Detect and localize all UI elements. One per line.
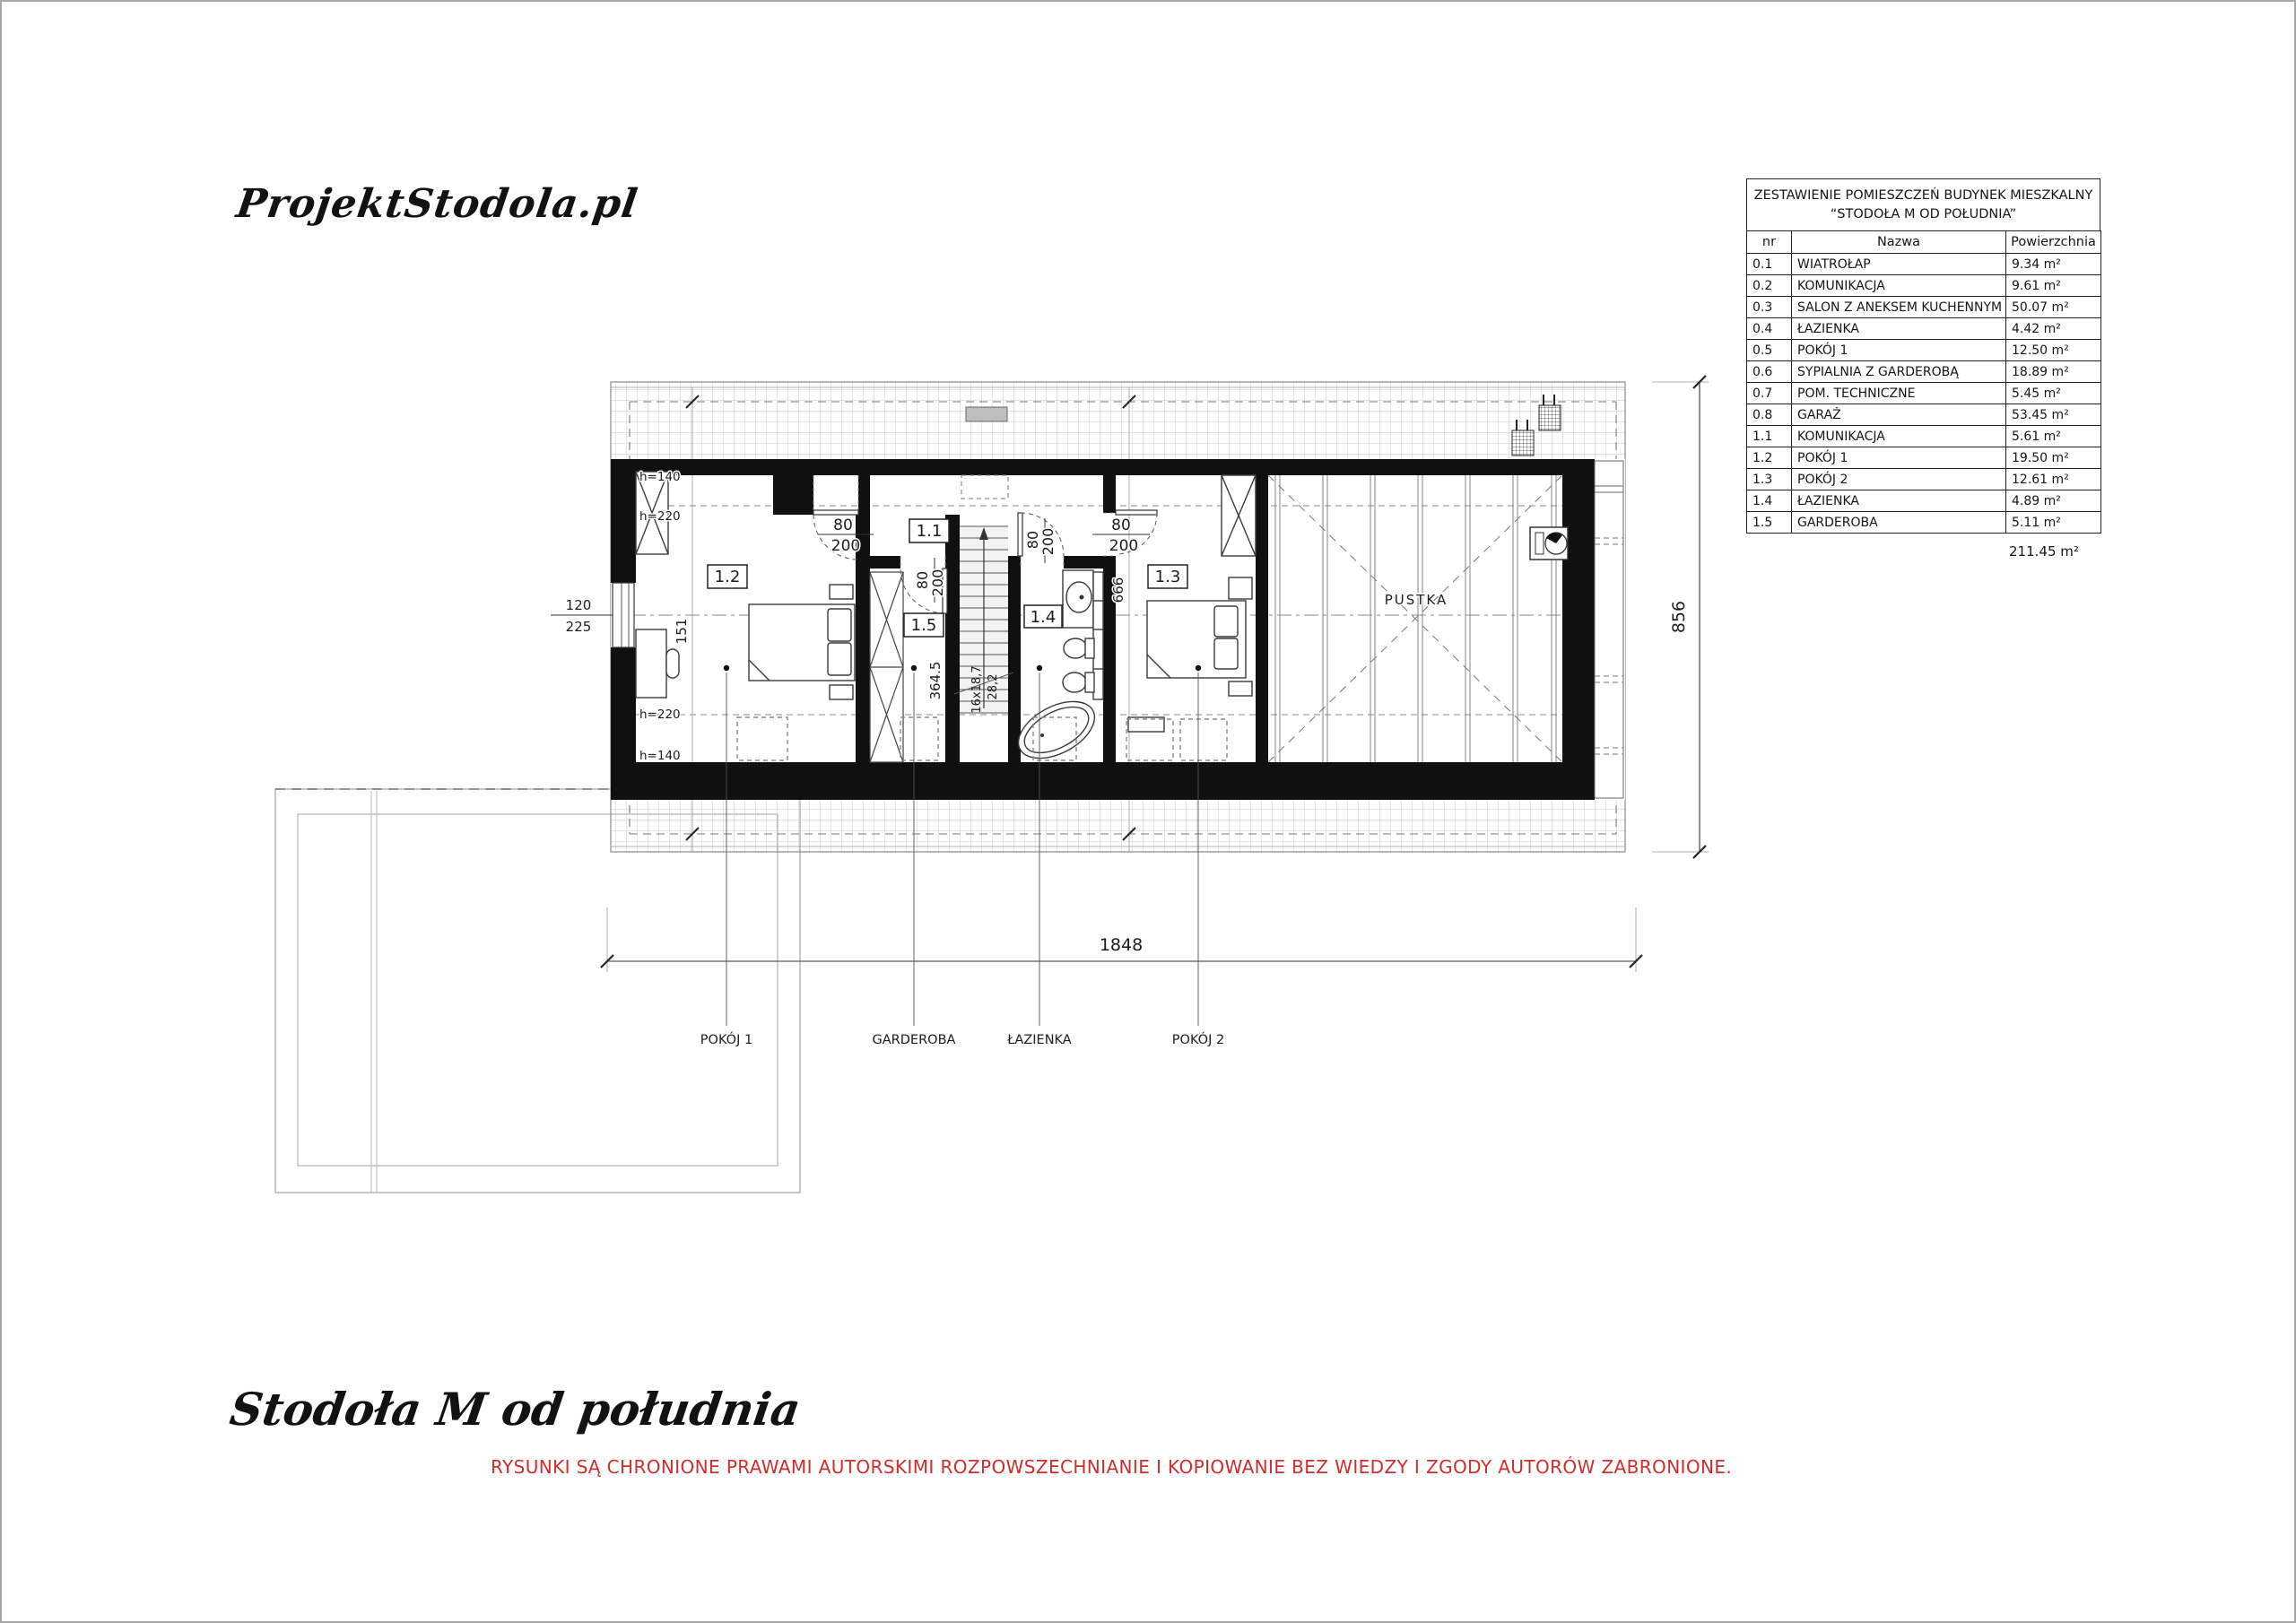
room-table-cell: POKÓJ 1 — [1792, 340, 2006, 361]
room-table-cell: 0.3 — [1747, 297, 1792, 318]
room-table-cell: 18.89 m² — [2006, 361, 2101, 383]
dim-364-5: 364.5 — [927, 661, 944, 700]
svg-text:200: 200 — [1039, 527, 1057, 556]
svg-text:1.1: 1.1 — [916, 522, 943, 541]
room-table-cell: GARDEROBA — [1792, 512, 2006, 534]
room-table-cell: POKÓJ 1 — [1792, 447, 2006, 469]
room-table-cell: 5.45 m² — [2006, 383, 2101, 404]
room-table-cell: 0.2 — [1747, 275, 1792, 297]
svg-text:856: 856 — [1669, 600, 1689, 634]
copyright-notice: RYSUNKI SĄ CHRONIONE PRAWAMI AUTORSKIMI ROZPOWSZECHNIANIE I KOPIOWANIE BEZ WIEDZY I ZGODY AUTORÓW ZABRONIONE. — [491, 1456, 1733, 1478]
room-label-1-3 — [1148, 565, 1187, 588]
room-label-1-2 — [708, 565, 747, 588]
room-table-cell: 0.4 — [1747, 318, 1792, 340]
svg-text:80: 80 — [1024, 530, 1041, 550]
svg-text:80: 80 — [914, 570, 931, 590]
room-label-1-5 — [904, 613, 944, 637]
bidet-icon — [1063, 673, 1094, 692]
svg-text:1848: 1848 — [1099, 935, 1144, 955]
room-table-cell: POKÓJ 2 — [1792, 469, 2006, 490]
room-table-cell: 0.5 — [1747, 340, 1792, 361]
height-label-h140-top: h=140 — [639, 470, 681, 484]
room-table-cell: 12.61 m² — [2006, 469, 2101, 490]
column-header-nr: nr — [1747, 231, 1792, 254]
room-table-cell: KOMUNIKACJA — [1792, 426, 2006, 447]
project-title-script: Stodoła M od południa — [226, 1383, 804, 1436]
height-label-h220-top: h=220 — [639, 509, 681, 524]
room-table-cell: 4.89 m² — [2006, 490, 2101, 512]
room-table-cell: 5.61 m² — [2006, 426, 2101, 447]
room-table-title-line2: “STODOŁA M OD POŁUDNIA” — [1830, 207, 2017, 221]
leader-label-garderoba: GARDEROBA — [872, 1033, 956, 1047]
room-table-cell: 0.7 — [1747, 383, 1792, 404]
floor-plan-drawing — [2, 2, 2296, 1623]
svg-text:1.5: 1.5 — [910, 616, 937, 635]
nightstand-icon — [1229, 577, 1252, 599]
room-table-cell: WIATROŁAP — [1792, 254, 2006, 275]
pustka-label: PUSTKA — [1384, 592, 1448, 608]
room-table-cell: 1.1 — [1747, 426, 1792, 447]
vent-fan-icon — [1530, 527, 1568, 560]
room-table-cell: SYPIALNIA Z GARDEROBĄ — [1792, 361, 2006, 383]
svg-text:200: 200 — [831, 537, 861, 555]
room-table-cell: 0.6 — [1747, 361, 1792, 383]
room-table-cell: 1.5 — [1747, 512, 1792, 534]
room-table-cell: 4.42 m² — [2006, 318, 2101, 340]
dimension-overall-height — [1652, 376, 1709, 858]
right-gable-strip — [1595, 461, 1623, 798]
svg-text:1.4: 1.4 — [1030, 608, 1057, 627]
room-table-cell: 12.50 m² — [2006, 340, 2101, 361]
room-table-cell: 9.34 m² — [2006, 254, 2101, 275]
svg-text:80: 80 — [833, 516, 853, 534]
room-table-cell: 50.07 m² — [2006, 297, 2101, 318]
room-table-cell: SALON Z ANEKSEM KUCHENNYM — [1792, 297, 2006, 318]
sink-icon — [1066, 582, 1091, 612]
room-label-1-1 — [909, 519, 949, 542]
room-table-cell: 5.11 m² — [2006, 512, 2101, 534]
room-table-cell: GARAŻ — [1792, 404, 2006, 426]
room-table-cell: 1.4 — [1747, 490, 1792, 512]
window-dim-width: 120 — [565, 597, 592, 613]
room-table-title-line1: ZESTAWIENIE POMIESZCZEŃ BUDYNEK MIESZKALNY — [1753, 188, 2093, 203]
svg-text:1.3: 1.3 — [1154, 568, 1181, 586]
wardrobe-icon — [1222, 475, 1256, 556]
leader-label-lazienka: ŁAZIENKA — [1007, 1033, 1072, 1047]
svg-text:200: 200 — [1109, 537, 1139, 555]
room-label-1-4 — [1024, 605, 1062, 628]
column-header-name: Nazwa — [1792, 231, 2006, 254]
window — [613, 583, 634, 647]
column-header-area: Powierzchnia — [2006, 231, 2101, 254]
brand-logo: ProjektStodola.pl — [233, 181, 641, 227]
dimension-overall-width — [601, 907, 1642, 972]
room-table-cell: 0.8 — [1747, 404, 1792, 426]
room-table-cell: KOMUNIKACJA — [1792, 275, 2006, 297]
toilet-icon — [1064, 638, 1094, 658]
leader-label-pokoj1: POKÓJ 1 — [700, 1033, 753, 1047]
height-label-h220-bottom: h=220 — [639, 707, 681, 722]
room-table-cell: 9.61 m² — [2006, 275, 2101, 297]
svg-text:200: 200 — [929, 568, 946, 597]
room-table-cell: POM. TECHNICZNE — [1792, 383, 2006, 404]
room-table-cell: 19.50 m² — [2006, 447, 2101, 469]
height-label-h140-bottom: h=140 — [639, 749, 681, 763]
room-table-cell: 53.45 m² — [2006, 404, 2101, 426]
wardrobe-garderoba — [870, 572, 903, 762]
window-dimension — [551, 597, 613, 635]
room-table-total: 211.45 m² — [2009, 543, 2079, 560]
room-table-cell: ŁAZIENKA — [1792, 318, 2006, 340]
svg-text:1.2: 1.2 — [714, 568, 741, 586]
room-table-cell: 0.1 — [1747, 254, 1792, 275]
room-table-cell: ŁAZIENKA — [1792, 490, 2006, 512]
room-table-cell: 1.3 — [1747, 469, 1792, 490]
dim-666: 666 — [1110, 577, 1126, 603]
svg-text:80: 80 — [1111, 516, 1131, 534]
staircase — [954, 526, 1013, 714]
stair-dimension-tread: 28,2 — [987, 673, 1000, 700]
room-table-cell: 1.2 — [1747, 447, 1792, 469]
stair-dimension-risers: 16x18,7 — [970, 665, 984, 714]
leader-label-pokoj2: POKÓJ 2 — [1171, 1033, 1225, 1047]
window-dim-height: 225 — [565, 619, 592, 635]
dim-151: 151 — [674, 618, 690, 645]
